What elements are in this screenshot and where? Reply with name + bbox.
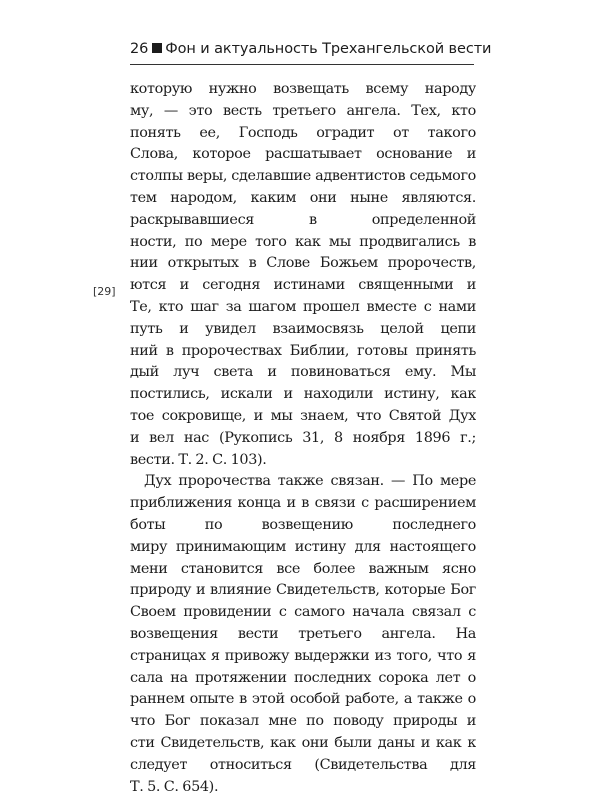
text-line: вести. Т. 2. С. 103). (130, 450, 476, 472)
text-line: приближения конца и в связи с расширением (130, 493, 476, 515)
text-line: постились, искали и находили истину, как (130, 384, 476, 406)
text-line: возвещения вести третьего ангела. На (130, 624, 476, 646)
square-bullet-icon (152, 43, 162, 53)
text-line: понять ее, Господь оградит от такого (130, 123, 476, 145)
text-line: ний в пророчествах Библии, готовы принять (130, 341, 476, 363)
text-line: боты по возвещению последнего (130, 515, 476, 537)
text-line: раннем опыте в этой особой работе, а также о (130, 689, 476, 711)
text-line: раскрывавшиеся в определенной (130, 210, 476, 232)
text-line: му, — это весть третьего ангела. Тех, кто (130, 101, 476, 123)
text-line: и вел нас (Рукопись 31, 8 ноября 1896 г.; (130, 428, 476, 450)
text-line: природу и влияние Свидетельств, которые Бог (130, 580, 476, 602)
text-line: ности, по мере того как мы продвигались в (130, 232, 476, 254)
text-line: следует относиться (Свидетельства для (130, 755, 476, 777)
text-line: Дух пророчества также связан. — По мере (130, 471, 476, 493)
text-line: путь и увидел взаимосвязь целой цепи (130, 319, 476, 341)
text-line: сала на протяжении последних сорока лет о (130, 668, 476, 690)
text-line: миру принимающим истину для настоящего (130, 537, 476, 559)
text-line: нии открытых в Слове Божьем пророчеств, (130, 253, 476, 275)
text-line: сти Свидетельств, как они были даны и как к (130, 733, 476, 755)
text-line: ются и сегодня истинами священными и (130, 275, 476, 297)
text-line: что Бог показал мне по поводу природы и (130, 711, 476, 733)
page-number: 26 (130, 41, 148, 57)
text-line: Своем провидении с самого начала связал с (130, 602, 476, 624)
text-line: тем народом, каким они ныне являются. (130, 188, 476, 210)
text-line: Те, кто шаг за шагом прошел вместе с нами (130, 297, 476, 319)
text-line: дый луч света и повиноваться ему. Мы (130, 362, 476, 384)
header-rule (130, 64, 474, 65)
running-header (130, 40, 470, 58)
running-title: Фон и актуальность Трехангельской вести (165, 41, 491, 57)
text-line: Т. 5. С. 654). (130, 777, 476, 798)
text-line: мени становится все более важным ясно (130, 559, 476, 581)
text-line: тое сокровище, и мы знаем, что Святой Дух (130, 406, 476, 428)
text-line: столпы веры, сделавшие адвентистов седьмого (130, 166, 476, 188)
text-line: которую нужно возвещать всему народу (130, 79, 476, 101)
body-text (130, 79, 476, 798)
text-line: Слова, которое расшатывает основание и (130, 144, 476, 166)
text-line: страницах я привожу выдержки из того, что я (130, 646, 476, 668)
margin-page-marker: [29] (93, 285, 116, 298)
